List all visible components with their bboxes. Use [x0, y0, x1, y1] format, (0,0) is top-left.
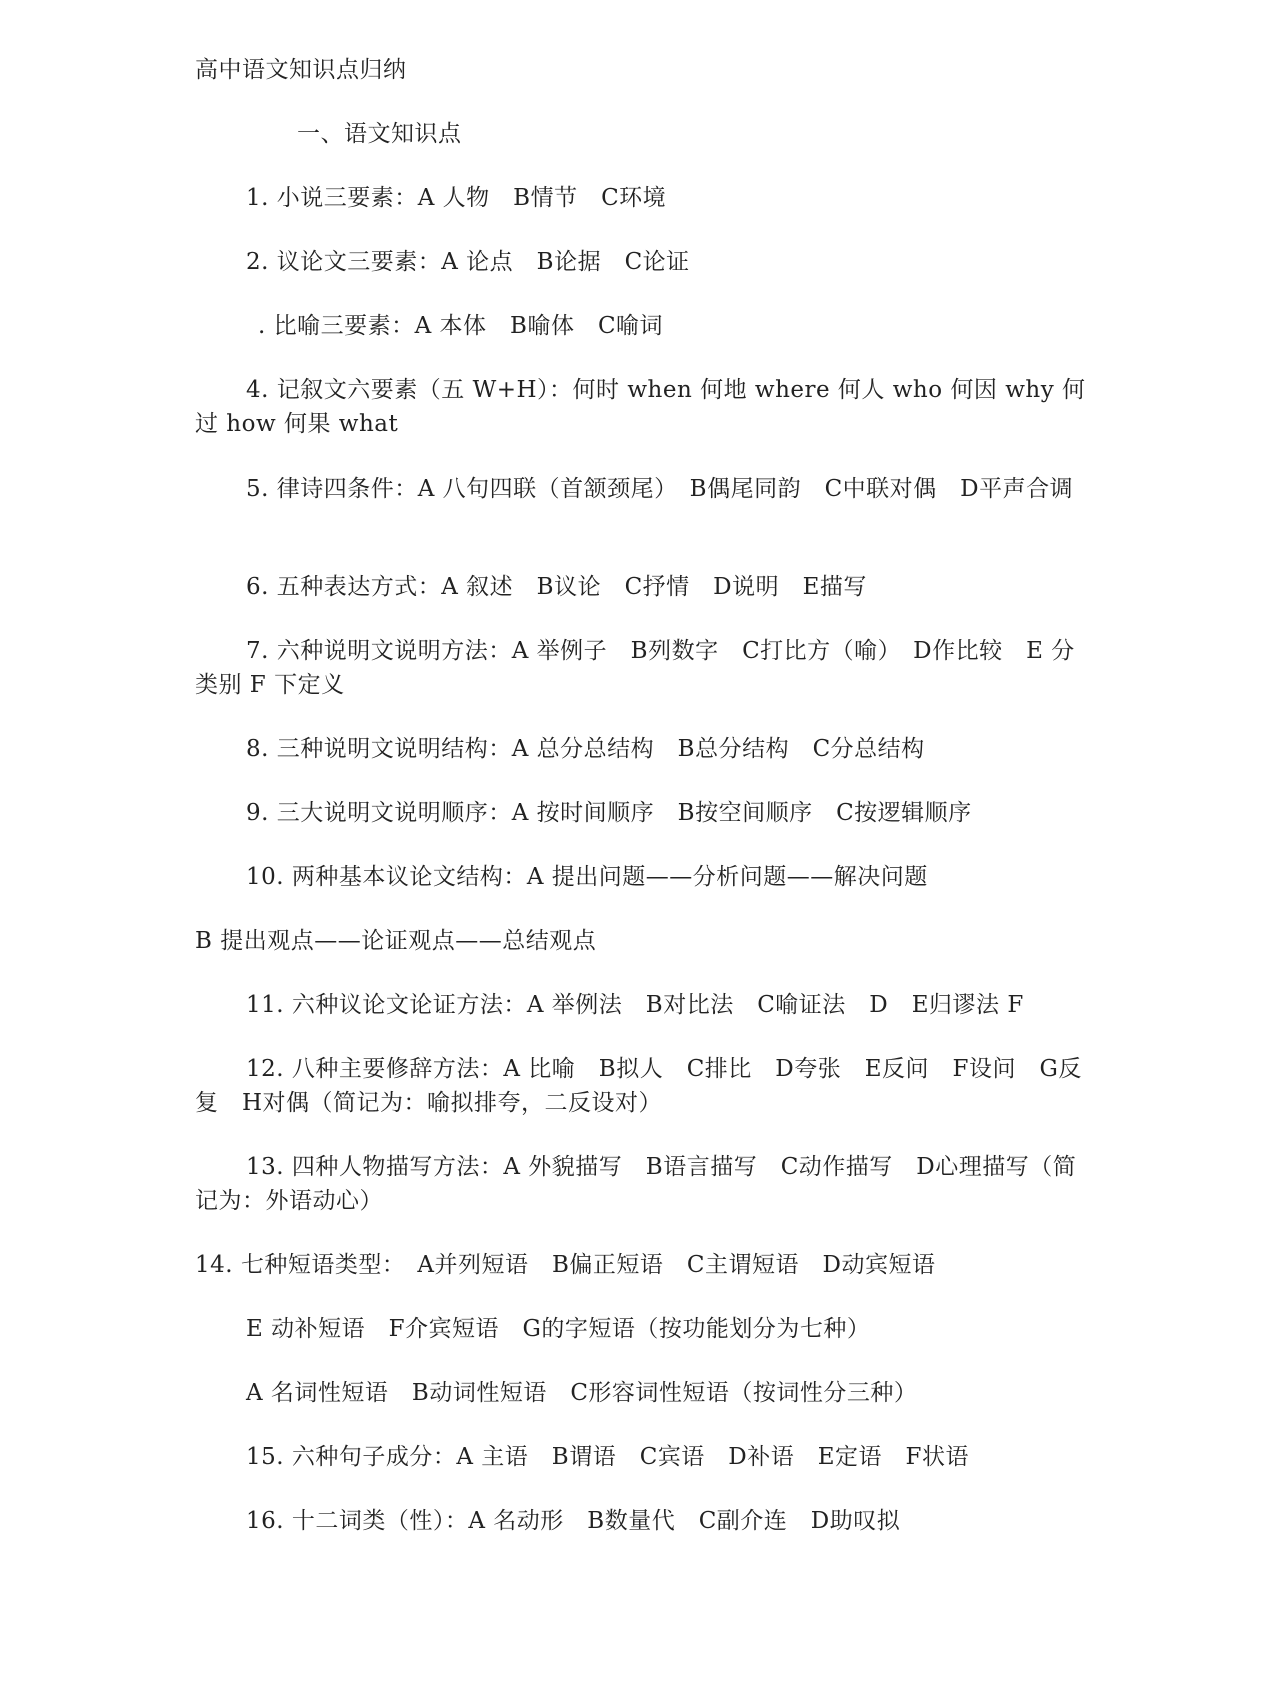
document-title: 高中语文知识点归纳	[195, 57, 407, 83]
list-item-3: . 比喻三要素：A 本体 B喻体 C喻词	[258, 313, 664, 339]
list-item-7: 7. 六种说明文说明方法：A 举例子 B列数字 C打比方（喻） D作比较 E 分类别 F 下定义	[195, 638, 1075, 698]
list-item-5: 5. 律诗四条件：A 八句四联（首颔颈尾） B偶尾同韵 C中联对偶 D平声合调	[246, 476, 1074, 502]
list-item-11: 11. 六种议论文论证方法：A 举例法 B对比法 C喻证法 D E归谬法 F	[246, 992, 1024, 1018]
list-item-10-b: B 提出观点——论证观点——总结观点	[195, 928, 597, 954]
list-item-14-b: E 动补短语 F介宾短语 G的字短语（按功能划分为七种）	[246, 1316, 871, 1342]
list-item-1: 1. 小说三要素：A 人物 B情节 C环境	[246, 185, 667, 211]
section-heading: 一、语文知识点	[297, 121, 462, 147]
list-item-16: 16. 十二词类（性）：A 名动形 B数量代 C副介连 D助叹拟	[246, 1508, 901, 1534]
list-item-14: 14. 七种短语类型： A并列短语 B偏正短语 C主谓短语 D动宾短语	[195, 1252, 936, 1278]
list-item-9: 9. 三大说明文说明顺序：A 按时间顺序 B按空间顺序 C按逻辑顺序	[246, 800, 972, 826]
list-item-12: 12. 八种主要修辞方法：A 比喻 B拟人 C排比 D夸张 E反问 F设问 G反复 H对偶（简记为：喻拟排夸，二反设对）	[195, 1056, 1082, 1116]
list-item-13: 13. 四种人物描写方法：A 外貌描写 B语言描写 C动作描写 D心理描写（简记为：外语动心）	[195, 1154, 1077, 1214]
list-item-8: 8. 三种说明文说明结构：A 总分总结构 B总分结构 C分总结构	[246, 736, 925, 762]
list-item-4: 4. 记叙文六要素（五 W+H）：何时 when 何地 where 何人 who 何因 why 何过 how 何果 what	[195, 377, 1086, 437]
list-item-14-c: A 名词性短语 B动词性短语 C形容词性短语（按词性分三种）	[246, 1380, 918, 1406]
list-item-15: 15. 六种句子成分：A 主语 B谓语 C宾语 D补语 E定语 F状语	[246, 1444, 969, 1470]
list-item-10: 10. 两种基本议论文结构：A 提出问题——分析问题——解决问题	[246, 864, 928, 890]
list-item-2: 2. 议论文三要素：A 论点 B论据 C论证	[246, 249, 690, 275]
list-item-6: 6. 五种表达方式：A 叙述 B议论 C抒情 D说明 E描写	[246, 574, 867, 600]
